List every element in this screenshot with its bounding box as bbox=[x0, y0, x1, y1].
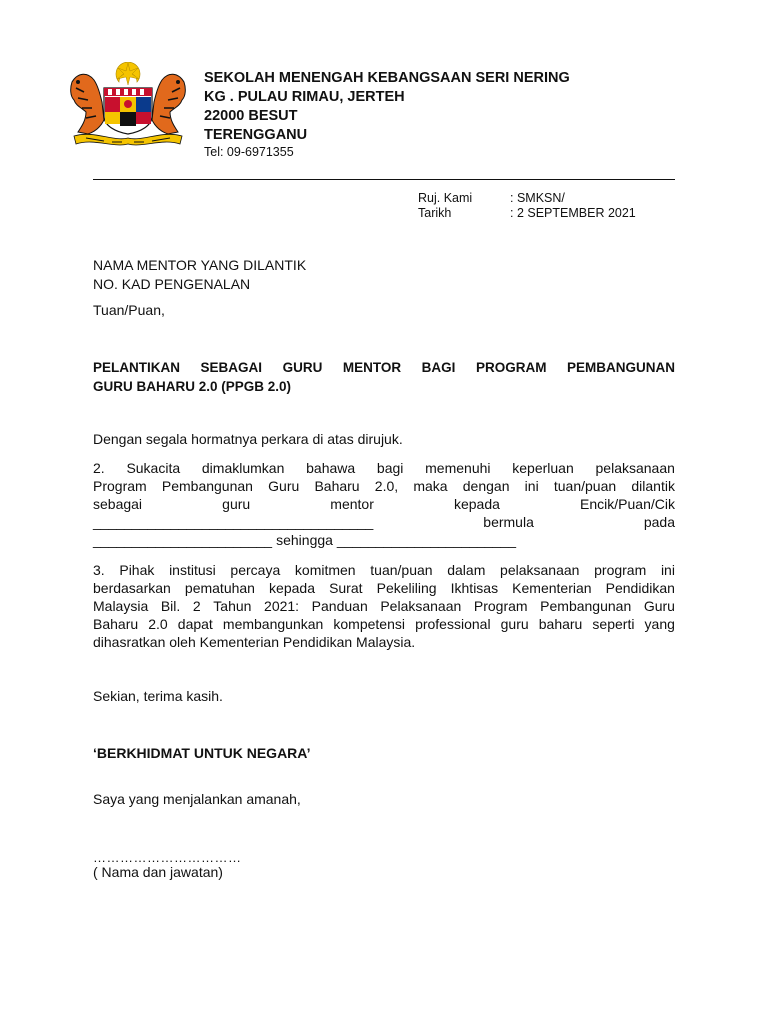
word: Pelaksanaan bbox=[380, 598, 462, 614]
word: pematuhan bbox=[184, 580, 255, 596]
paragraph-line bbox=[93, 495, 675, 513]
word: pelaksanaan bbox=[500, 562, 580, 578]
word: guru bbox=[222, 496, 251, 512]
paragraph-line bbox=[93, 513, 675, 531]
word: Pembangunan bbox=[540, 598, 632, 614]
ref-value: : SMKSN/ bbox=[510, 191, 565, 205]
paragraph-line bbox=[93, 477, 675, 495]
word: dengan bbox=[462, 478, 510, 494]
subject-heading bbox=[93, 358, 675, 396]
word: yang bbox=[644, 616, 675, 632]
date-label: Tarikh bbox=[418, 206, 452, 220]
word: Malaysia bbox=[93, 598, 149, 614]
word: Ikhtisas bbox=[450, 580, 499, 596]
paragraph-line bbox=[93, 615, 675, 633]
word: bahawa bbox=[306, 460, 356, 476]
word: tuan/puan bbox=[553, 478, 617, 494]
paragraph-line bbox=[93, 531, 675, 549]
subject-line-2: GURU BAHARU 2.0 (PPGB 2.0) bbox=[93, 379, 292, 394]
word: Pekeliling bbox=[376, 580, 437, 596]
word: bermula bbox=[483, 514, 534, 530]
subject-line-1: PELANTIKAN SEBAGAI GURU MENTOR BAGI PROGRAM PEMBANGUNAN bbox=[93, 360, 675, 375]
telephone: Tel: 09-6971355 bbox=[204, 145, 294, 159]
word: dimaklumkan bbox=[201, 460, 285, 476]
address-line-1: KG . PULAU RIMAU, JERTEH bbox=[204, 89, 405, 105]
word: Baharu bbox=[93, 616, 139, 632]
word: kompetensi bbox=[333, 616, 405, 632]
paragraph-3 bbox=[93, 561, 675, 651]
salutation: Tuan/Puan, bbox=[93, 302, 165, 318]
word: dapat bbox=[177, 616, 213, 632]
intro-paragraph: Dengan segala hormatnya perkara di atas dirujuk. bbox=[93, 431, 403, 447]
word: program bbox=[594, 562, 647, 578]
paragraph-line bbox=[93, 561, 675, 579]
word: keperluan bbox=[512, 460, 574, 476]
word: Surat bbox=[329, 580, 363, 596]
word: 2. bbox=[93, 460, 105, 476]
word: pelaksanaan bbox=[595, 460, 675, 476]
word: membangunkan bbox=[222, 616, 324, 632]
word: kepada bbox=[269, 580, 315, 596]
paragraph-line bbox=[93, 597, 675, 615]
letterhead bbox=[204, 69, 570, 145]
word: _______________________ bbox=[336, 532, 517, 548]
word: 2 bbox=[192, 598, 201, 614]
word: komitmen bbox=[294, 562, 356, 578]
word: sebagai bbox=[93, 496, 143, 512]
trust-line: Saya yang menjalankan amanah, bbox=[93, 791, 301, 807]
paragraph-line bbox=[93, 459, 675, 477]
word: dalam bbox=[447, 562, 486, 578]
word: percaya bbox=[230, 562, 281, 578]
signature-line: …………………………… bbox=[93, 850, 242, 865]
school-name: SEKOLAH MENENGAH KEBANGSAAN SERI NERING bbox=[204, 70, 570, 86]
word: Pihak bbox=[119, 562, 155, 578]
word: 2.0 bbox=[148, 616, 168, 632]
word: pada bbox=[643, 514, 675, 530]
word: dilantik bbox=[631, 478, 675, 494]
header-divider bbox=[93, 179, 675, 180]
address-line-3: TERENGGANU bbox=[204, 127, 308, 143]
word: kepada bbox=[453, 496, 500, 512]
word: 2.0, bbox=[374, 478, 399, 494]
word: Program bbox=[473, 598, 528, 614]
ref-label: Ruj. Kami bbox=[418, 191, 473, 205]
recipient-block bbox=[93, 256, 306, 294]
word: ____________________________________ bbox=[93, 514, 374, 530]
signature-label: ( Nama dan jawatan) bbox=[93, 864, 223, 880]
word: 3. bbox=[93, 562, 105, 578]
word: Pendidikan bbox=[605, 580, 675, 596]
word: ini bbox=[660, 562, 675, 578]
word: sehingga bbox=[276, 532, 333, 548]
word: Encik/Puan/Cik bbox=[580, 496, 675, 512]
word: _______________________ bbox=[93, 532, 273, 548]
word: maka bbox=[413, 478, 448, 494]
recipient-id: NO. KAD PENGENALAN bbox=[93, 276, 251, 292]
word: memenuhi bbox=[425, 460, 491, 476]
word: berdasarkan bbox=[93, 580, 171, 596]
reference-block bbox=[418, 191, 636, 221]
date-value: : 2 SEPTEMBER 2021 bbox=[510, 206, 636, 220]
closing-line: Sekian, terima kasih. bbox=[93, 688, 223, 704]
word: Bil. bbox=[160, 598, 181, 614]
word: bagi bbox=[376, 460, 404, 476]
word: tuan/puan bbox=[370, 562, 433, 578]
coat-of-arms-icon bbox=[64, 62, 192, 146]
word: mentor bbox=[330, 496, 374, 512]
word: Program bbox=[93, 478, 147, 494]
paragraph-line: dihasratkan oleh Kementerian Pendidikan Malaysia. bbox=[93, 634, 416, 650]
word: seperti bbox=[592, 616, 635, 632]
word: 2021: bbox=[264, 598, 300, 614]
paragraph-line bbox=[93, 579, 675, 597]
word: ini bbox=[524, 478, 539, 494]
address-line-2: 22000 BESUT bbox=[204, 108, 298, 124]
word: Tahun bbox=[213, 598, 252, 614]
motto: ‘BERKHIDMAT UNTUK NEGARA’ bbox=[93, 745, 311, 761]
word: Sukacita bbox=[126, 460, 181, 476]
word: Kementerian bbox=[512, 580, 592, 596]
word: Panduan bbox=[311, 598, 368, 614]
word: Pembangunan bbox=[161, 478, 253, 494]
word: guru bbox=[500, 616, 529, 632]
word: baharu bbox=[538, 616, 583, 632]
paragraph-2 bbox=[93, 459, 675, 549]
word: Baharu bbox=[314, 478, 360, 494]
word: Guru bbox=[268, 478, 300, 494]
word: professional bbox=[415, 616, 491, 632]
word: Guru bbox=[643, 598, 675, 614]
recipient-name: NAMA MENTOR YANG DILANTIK bbox=[93, 257, 307, 273]
word: institusi bbox=[169, 562, 216, 578]
